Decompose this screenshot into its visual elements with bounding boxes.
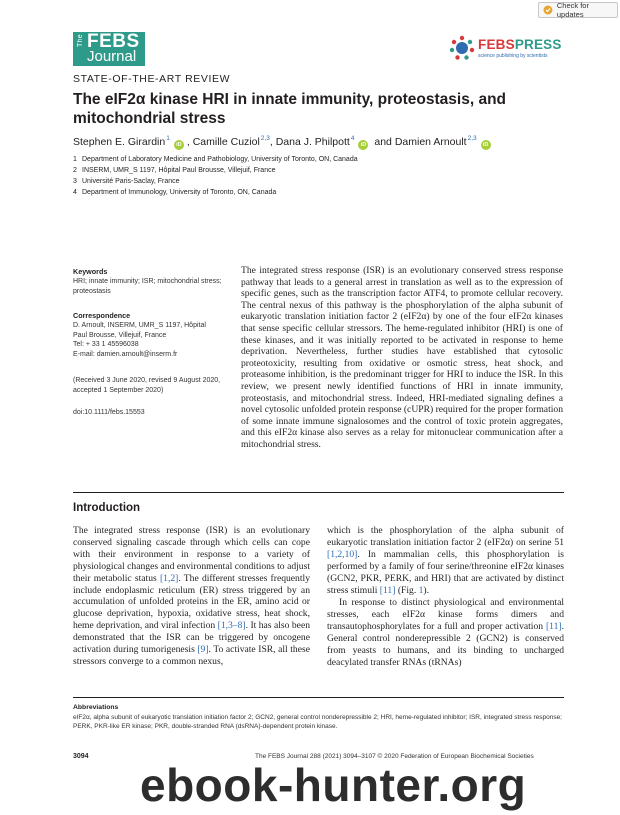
body-paragraph: The integrated stress response (ISR) is an evolutionary conserved signaling cascade through which cells can cope with their environment in response to a variety of physiological changes and environmental conditions to adjust their metabolic status [1,2]. The different stresses frequently include endoplasmic reticulum (ER) stress triggered by an accumulation of unfolded proteins in the ER, amino acid or glucose deprivation, hypoxia, oxidative stress, heat shock, heme deprivation, and viral infection [1,3–8]. It has also been demonstrated that the ISR can be triggered by oncogene activation during tumorigenesis [9]. To activate ISR, all these stressors converge to a common nexus, [73,525,310,667]
watermark-text: ebook-hunter.org [140,759,527,811]
keywords-heading: Keywords [73,267,108,276]
febs-press-tagline: science publishing by scientists [478,53,548,59]
footnote-divider [73,697,564,698]
author-separator: , [269,136,276,148]
reference-link[interactable]: 1 [418,584,424,596]
author-separator: , [186,136,193,148]
febs-press-emblem-icon [449,35,475,61]
press-name-febs: FEBS [478,37,515,52]
author-affiliation-ref[interactable]: 4 [350,135,355,142]
author-name: Stephen E. Girardin [73,136,166,148]
correspondence-email[interactable]: E-mail: damien.arnoult@inserm.fr [73,350,178,358]
article-title: The eIF2α kinase HRI in innate immunity, proteostasis, and mitochondrial stress [73,91,507,127]
reference-link[interactable]: [11] [379,584,396,596]
febs-press-name [478,37,562,52]
update-check-icon [543,5,553,15]
author-affiliation-ref[interactable]: 1 [166,135,170,142]
body-paragraph: which is the phosphorylation of the alpha subunit of eukaryotic translation initiation factor 2 (eIF2α) on serine 51 [1,2,10]. In mammalian cells, this phosphorylation is performed by a family of four serine/threonine eIF2α kinases (GCN2, PKR, PERK, and HRI) that are activated by distinct stress stimuli [11] (Fig. 1). [327,525,564,596]
body-column-right [327,525,564,669]
reference-link[interactable]: [1,2,10] [327,548,358,560]
author-separator: and [371,136,395,148]
reference-link[interactable]: [1,3–8] [217,620,246,632]
author-list [73,132,573,150]
introduction-heading: Introduction [73,502,141,514]
correspondence-line: Paul Brousse, Villejuif, France [73,331,167,339]
article-type-label: STATE-OF-THE-ART REVIEW [73,73,231,85]
correspondence-line: Tel: + 33 1 45596038 [73,341,139,348]
press-name-press: PRESS [514,37,562,52]
doi-link[interactable]: doi:10.1111/febs.15553 [73,409,145,416]
affiliation-item [73,187,358,198]
page-number: 3094 [73,753,89,760]
affiliation-text: Université Paris-Saclay, France [82,178,180,185]
affiliation-number: 1 [73,156,77,163]
author-name: Damien Arnoult [394,136,467,148]
reference-link[interactable]: [1,2] [159,572,179,584]
affiliation-number: 4 [73,189,77,196]
footer-citation: The FEBS Journal 288 (2021) 3094–3107 © 2020 Federation of European Biochemical Societies [255,753,534,760]
affiliation-text: Department of Immunology, University of Toronto, ON, Canada [82,189,277,196]
abstract-text: The integrated stress response (ISR) is an evolutionary conserved stress response pathway that leads to a general arrest in translation as well as to the expression of specific genes, such as the transcription factor ATF4, to promote cellular recovery. The central nexus of this pathway is the phosphorylation of the alpha subunit of eukaryotic translation initiation factor 2 (eIF2α) by one of the four eIF2α kinases that sense specific cellular stressors. The heme-regulated inhibitor (HRI) is one of these kinases, and it was initially reported to be activated in response to heme deprivation. Nevertheless, further studies have established that cytosolic proteotoxicity, resulting from oxidative or osmotic stress, heat shock, and proteasome inhibition, is the predominant trigger for HRI to induce the ISR. In this review, we present newly identified functions of HRI in innate immunity, proteostasis, and mitochondrial stress. Indeed, HRI-mediated signaling defines a novel cytosolic unfolded protein response (cUPR) required for the proper formation of some innate immune signalosomes and the control of toxic protein aggregates, and this eIF2α kinase also serves as a relay for mitonuclear communication after a mitochondrial stress. [241,265,563,450]
affiliation-text: Department of Laboratory Medicine and Pathobiology, University of Toronto, ON, Canada [82,156,358,163]
abbreviations-heading: Abbreviations [73,704,119,711]
reference-link[interactable]: [11] [545,621,562,633]
affiliation-item [73,154,358,165]
author-name: Camille Cuziol [192,136,260,148]
author-name: Dana J. Philpott [275,136,350,148]
check-for-updates-button[interactable] [538,2,618,18]
reference-link[interactable]: [9] [197,644,209,656]
orcid-icon[interactable]: iD [174,140,184,150]
affiliation-item [73,165,358,176]
febs-press-logo [449,35,562,65]
updates-label: Check for updates [556,1,589,19]
correspondence-line: D. Arnoult, INSERM, UMR_S 1197, Hôpital [73,322,206,329]
affiliation-item [73,176,358,187]
febs-journal-logo [73,32,145,66]
keywords-text: HRI; innate immunity; ISR; mitochondrial stress; proteostasis [73,278,222,295]
logo-journal: Journal [87,48,137,65]
logo-the: The [77,34,84,47]
affiliation-list [73,154,358,198]
section-divider [73,492,564,493]
orcid-icon[interactable]: iD [358,140,368,150]
body-column-left [73,525,310,668]
orcid-icon[interactable]: iD [481,140,491,150]
correspondence-heading: Correspondence [73,311,131,320]
author-affiliation-ref[interactable]: 2,3 [467,135,477,142]
affiliation-text: INSERM, UMR_S 1197, Hôpital Paul Brousse, Villejuif, France [82,167,276,174]
affiliation-number: 3 [73,178,77,185]
received-dates: (Received 3 June 2020, revised 9 August 2020, accepted 1 September 2020) [73,377,221,394]
author-affiliation-ref[interactable]: 2,3 [260,135,270,142]
body-paragraph: In response to distinct physiological and environmental stresses, each eIF2α kinase forms dimers and transautophosphorylates for a full and proper activation [11]. General control nonderepressible 2 (GCN2) is conserved from yeasts to humans, and its binding to uncharged deacylated transfer RNAs (tRNAs) [327,597,564,668]
abbreviations-text: eIF2α, alpha subunit of eukaryotic translation initiation factor 2; GCN2, general control nonderepressible 2; HRI, heme-regulated inhibitor; ISR, integrated stress response; PERK, PKR-like ER kinase; PKR, double-stranded RNA (dsRNA)-dependent protein kinase. [73,714,562,730]
logo-febs: FEBS [87,31,140,52]
correspondence-block [73,321,228,359]
affiliation-number: 2 [73,167,77,174]
